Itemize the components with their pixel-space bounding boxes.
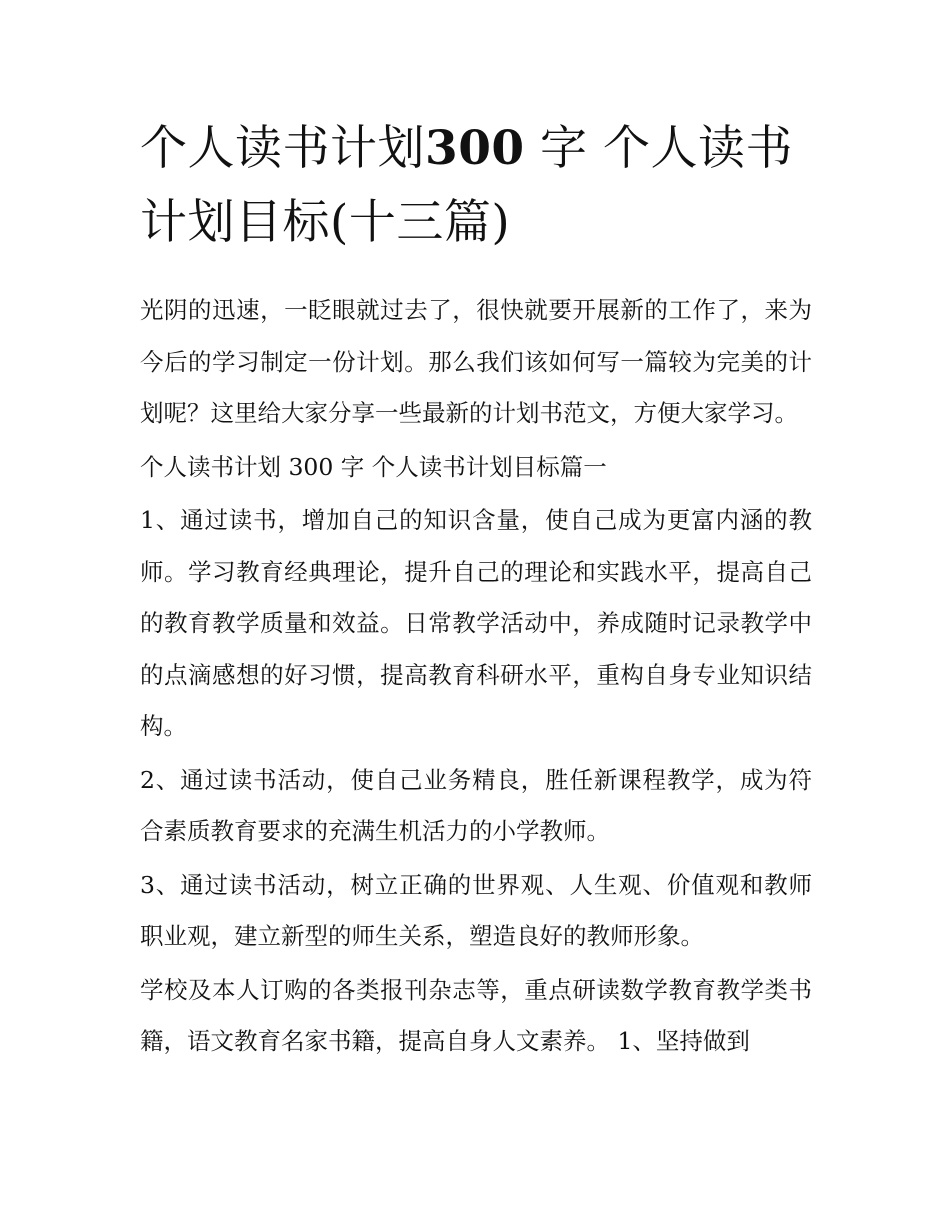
paragraph-item-2: 2、通过读书活动，使自己业务精良，胜任新课程教学，成为符合素质教育要求的充满生机活力的小学教师。 (140, 765, 812, 845)
section-heading: 个人读书计划 300 字 个人读书计划目标篇一 (140, 452, 607, 481)
title-text-part2: 字 个人读书计划目标(十三篇) (140, 121, 793, 250)
paragraph-item-3: 3、通过读书活动，树立正确的世界观、人生观、价值观和教师职业观，建立新型的师生关系，塑造良好的教师形象。 (140, 870, 812, 950)
intro-paragraph: 光阴的迅速，一眨眼就过去了，很快就要开展新的工作了，来为今后的学习制定一份计划。那么我们该如何写一篇较为完美的计划呢？这里给大家分享一些最新的计划书范文，方便大家学习。 (140, 296, 812, 427)
paragraph-reading-materials: 学校及本人订购的各类报刊杂志等，重点研读数学教育教学类书籍，语文教育名家书籍，提高自身人文素养。 1、坚持做到 (140, 975, 812, 1055)
document-body (140, 285, 812, 1068)
paragraph-item-1: 1、通过读书，增加自己的知识含量，使自己成为更富内涵的教师。学习教育经典理论，提升自己的理论和实践水平，提高自己的教育教学质量和效益。日常教学活动中，养成随时记录教学中的点滴感想的好习惯，提高教育科研水平，重构自身专业知识结构。 (140, 506, 812, 740)
document-title (140, 112, 812, 260)
title-number: 300 (425, 121, 525, 176)
document-page (140, 112, 812, 1070)
title-text-part1: 个人读书计划 (140, 121, 425, 176)
